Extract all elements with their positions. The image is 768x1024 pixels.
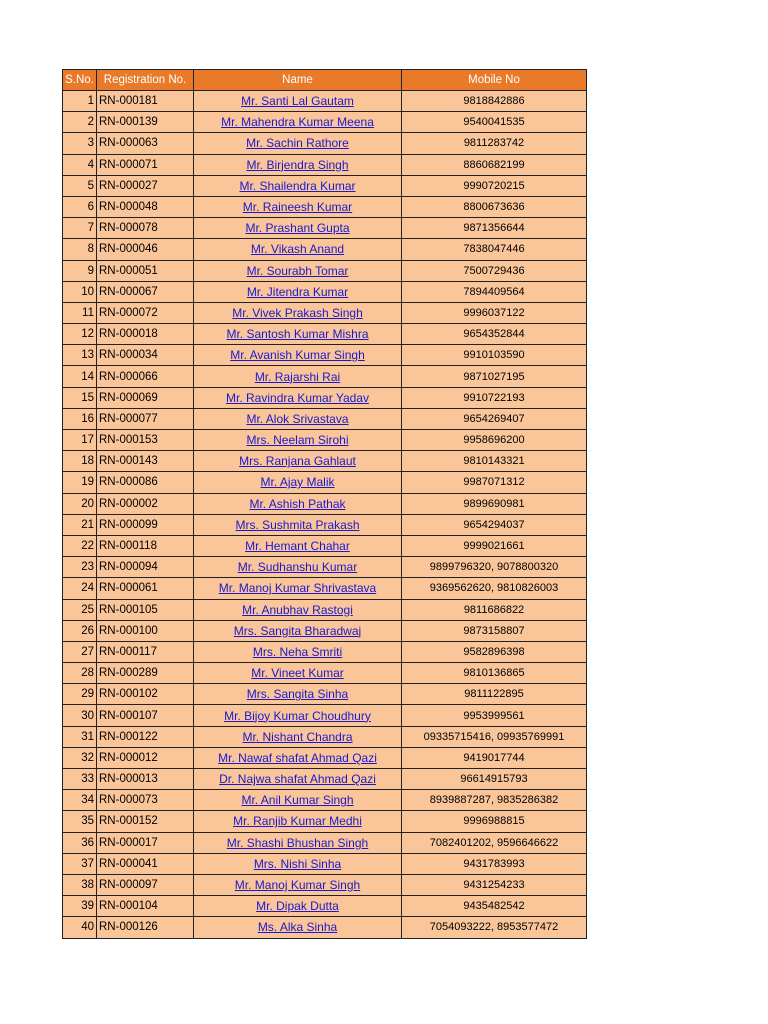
registration-number-cell: RN-000018 [97,324,194,345]
name-cell [194,832,402,853]
name-link[interactable]: Mr. Vivek Prakash Singh [232,305,363,320]
name-link[interactable]: Mr. Vineet Kumar [251,666,344,681]
name-link[interactable]: Mr. Manoj Kumar Singh [234,878,361,893]
registration-number-cell: RN-000013 [97,769,194,790]
mobile-number-cell: 8800673636 [402,196,587,217]
mobile-number-cell: 9369562620, 9810826003 [402,578,587,599]
name-cell [194,705,402,726]
name-link[interactable]: Mr. Rajarshi Rai [254,369,341,384]
serial-number-cell: 29 [63,684,97,705]
mobile-number-cell: 9958696200 [402,430,587,451]
mobile-number-cell: 96614915793 [402,769,587,790]
serial-number-cell: 34 [63,790,97,811]
mobile-number-cell: 7838047446 [402,239,587,260]
name-cell [194,790,402,811]
serial-number-cell: 17 [63,430,97,451]
name-link[interactable]: Mr. Anil Kumar Singh [241,793,354,808]
name-cell [194,260,402,281]
name-link[interactable]: Mr. Anubhav Rastogi [242,602,353,617]
serial-number-cell: 7 [63,218,97,239]
table-row [63,91,587,112]
serial-number-cell: 6 [63,196,97,217]
mobile-number-cell: 9910722193 [402,387,587,408]
serial-number-cell: 12 [63,324,97,345]
serial-number-cell: 37 [63,853,97,874]
name-link[interactable]: Mr. Shashi Bhushan Singh [226,835,369,850]
table-row [63,430,587,451]
mobile-number-cell: 9582896398 [402,641,587,662]
serial-number-cell: 38 [63,874,97,895]
name-cell [194,578,402,599]
mobile-number-cell: 9654294037 [402,514,587,535]
serial-number-cell: 3 [63,133,97,154]
mobile-number-cell: 7500729436 [402,260,587,281]
serial-number-cell: 35 [63,811,97,832]
registration-number-cell: RN-000078 [97,218,194,239]
table-row [63,133,587,154]
table-row [63,853,587,874]
table-row [63,578,587,599]
table-row [63,832,587,853]
name-cell [194,387,402,408]
name-link[interactable]: Mr. Santi Lal Gautam [241,94,354,109]
registration-number-cell: RN-000061 [97,578,194,599]
registration-number-cell: RN-000181 [97,91,194,112]
table-body [63,91,587,939]
table-row [63,705,587,726]
registration-number-cell: RN-000066 [97,366,194,387]
name-cell [194,112,402,133]
table-row [63,641,587,662]
name-cell [194,451,402,472]
name-link[interactable]: Mr. Raineesh Kumar [242,200,353,215]
table-row [63,239,587,260]
table-row [63,260,587,281]
registration-number-cell: RN-000099 [97,514,194,535]
name-link[interactable]: Ms. Alka Sinha [257,920,338,935]
name-cell [194,366,402,387]
mobile-number-cell: 9435482542 [402,896,587,917]
table-row [63,408,587,429]
name-cell [194,769,402,790]
name-link[interactable]: Mr. Ranjib Kumar Medhi [233,814,362,829]
serial-number-cell: 23 [63,557,97,578]
registrations-table [62,69,587,939]
serial-number-cell: 20 [63,493,97,514]
table-row [63,281,587,302]
name-cell [194,535,402,556]
registration-number-cell: RN-000117 [97,641,194,662]
table-row [63,896,587,917]
name-cell [194,853,402,874]
name-link[interactable]: Mr. Prashant Gupta [245,221,350,236]
name-cell [194,302,402,323]
name-cell [194,896,402,917]
name-cell [194,514,402,535]
serial-number-cell: 31 [63,726,97,747]
serial-number-cell: 33 [63,769,97,790]
table-row [63,663,587,684]
mobile-number-cell: 9910103590 [402,345,587,366]
registration-number-cell: RN-000041 [97,853,194,874]
name-link[interactable]: Mr. Santosh Kumar Mishra [226,327,369,342]
registration-number-cell: RN-000100 [97,620,194,641]
name-link[interactable]: Mr. Manoj Kumar Shrivastava [218,581,377,596]
serial-number-cell: 36 [63,832,97,853]
registration-number-cell: RN-000107 [97,705,194,726]
mobile-number-cell: 9431783993 [402,853,587,874]
name-link[interactable]: Mrs. Sangita Bharadwaj [233,623,362,638]
name-link[interactable]: Mr. Shailendra Kumar [239,178,356,193]
table-row [63,557,587,578]
serial-number-cell: 9 [63,260,97,281]
mobile-number-cell: 9810143321 [402,451,587,472]
name-link[interactable]: Mrs. Ranjana Gahlaut [239,454,356,469]
table-row [63,451,587,472]
serial-number-cell: 26 [63,620,97,641]
registration-number-cell: RN-000102 [97,684,194,705]
registration-number-cell: RN-000118 [97,535,194,556]
name-cell [194,324,402,345]
registration-number-cell: RN-000153 [97,430,194,451]
header-name: Name [194,70,402,91]
serial-number-cell: 16 [63,408,97,429]
name-cell [194,154,402,175]
registration-number-cell: RN-000034 [97,345,194,366]
mobile-number-cell: 9987071312 [402,472,587,493]
name-link[interactable]: Mr. Dipak Dutta [256,899,339,914]
registration-number-cell: RN-000289 [97,663,194,684]
serial-number-cell: 4 [63,154,97,175]
mobile-number-cell: 9899690981 [402,493,587,514]
mobile-number-cell: 8939887287, 9835286382 [402,790,587,811]
name-link[interactable]: Mrs. Neha Smriti [252,644,343,659]
name-link[interactable]: Mr. Sourabh Tomar [246,263,349,278]
mobile-number-cell: 9431254233 [402,874,587,895]
table-row [63,387,587,408]
name-link[interactable]: Mrs. Sangita Sinha [246,687,349,702]
table-row [63,154,587,175]
table-row [63,535,587,556]
serial-number-cell: 25 [63,599,97,620]
name-link[interactable]: Mrs. Nishi Sinha [253,856,342,871]
table-row [63,790,587,811]
mobile-number-cell: 9811686822 [402,599,587,620]
table-row [63,811,587,832]
registration-number-cell: RN-000069 [97,387,194,408]
table-row [63,684,587,705]
mobile-number-cell: 9871356644 [402,218,587,239]
registration-number-cell: RN-000071 [97,154,194,175]
name-cell [194,620,402,641]
serial-number-cell: 10 [63,281,97,302]
serial-number-cell: 21 [63,514,97,535]
serial-number-cell: 24 [63,578,97,599]
mobile-number-cell: 7082401202, 9596646622 [402,832,587,853]
table-row [63,726,587,747]
name-link[interactable]: Mr. Ajay Malik [260,475,335,490]
name-cell [194,472,402,493]
table-row [63,472,587,493]
serial-number-cell: 40 [63,917,97,938]
name-link[interactable]: Mr. Sachin Rathore [246,136,349,151]
mobile-number-cell: 7894409564 [402,281,587,302]
table-row [63,769,587,790]
mobile-number-cell: 9818842886 [402,91,587,112]
name-link[interactable]: Mr. Ravindra Kumar Yadav [226,390,369,405]
name-link[interactable]: Mr. Vikash Anand [250,242,345,257]
header-mobile-no: Mobile No [402,70,587,91]
mobile-number-cell: 8860682199 [402,154,587,175]
serial-number-cell: 22 [63,535,97,556]
registration-number-cell: RN-000143 [97,451,194,472]
registration-number-cell: RN-000063 [97,133,194,154]
mobile-number-cell: 9810136865 [402,663,587,684]
serial-number-cell: 2 [63,112,97,133]
serial-number-cell: 11 [63,302,97,323]
mobile-number-cell: 9871027195 [402,366,587,387]
name-link[interactable]: Mr. Hemant Chahar [245,539,350,554]
name-cell [194,747,402,768]
header-sno: S.No. [63,70,97,91]
name-link[interactable]: Mr. Nawaf shafat Ahmad Qazi [218,750,377,765]
mobile-number-cell: 9540041535 [402,112,587,133]
serial-number-cell: 8 [63,239,97,260]
serial-number-cell: 39 [63,896,97,917]
table-row [63,620,587,641]
registration-number-cell: RN-000073 [97,790,194,811]
registration-number-cell: RN-000017 [97,832,194,853]
name-cell [194,684,402,705]
registration-number-cell: RN-000051 [97,260,194,281]
serial-number-cell: 5 [63,175,97,196]
name-cell [194,599,402,620]
table-row [63,493,587,514]
table-row [63,324,587,345]
registration-number-cell: RN-000104 [97,896,194,917]
registration-number-cell: RN-000077 [97,408,194,429]
mobile-number-cell: 9996037122 [402,302,587,323]
name-cell [194,281,402,302]
registration-number-cell: RN-000027 [97,175,194,196]
name-cell [194,239,402,260]
serial-number-cell: 30 [63,705,97,726]
table-row [63,302,587,323]
mobile-number-cell: 09335715416, 09935769991 [402,726,587,747]
registration-number-cell: RN-000122 [97,726,194,747]
name-link[interactable]: Mr. Mahendra Kumar Meena [221,115,374,130]
registration-number-cell: RN-000012 [97,747,194,768]
registration-number-cell: RN-000086 [97,472,194,493]
header-row [63,70,587,91]
name-link[interactable]: Mr. Alok Srivastava [246,411,349,426]
name-cell [194,493,402,514]
name-cell [194,874,402,895]
mobile-number-cell: 9990720215 [402,175,587,196]
name-cell [194,345,402,366]
name-link[interactable]: Mr. Sudhanshu Kumar [237,560,358,575]
registration-number-cell: RN-000072 [97,302,194,323]
registration-number-cell: RN-000046 [97,239,194,260]
name-link[interactable]: Mrs. Sushmita Prakash [235,517,360,532]
table-row [63,112,587,133]
table-row [63,874,587,895]
serial-number-cell: 27 [63,641,97,662]
mobile-number-cell: 9999021661 [402,535,587,556]
name-cell [194,557,402,578]
registration-number-cell: RN-000067 [97,281,194,302]
name-link[interactable]: Mrs. Neelam Sirohi [246,433,349,448]
name-link[interactable]: Dr. Najwa shafat Ahmad Qazi [219,772,376,787]
name-cell [194,726,402,747]
table-row [63,366,587,387]
table-row [63,196,587,217]
table-row [63,218,587,239]
name-link[interactable]: Mr. Avanish Kumar Singh [230,348,365,363]
mobile-number-cell: 9899796320, 9078800320 [402,557,587,578]
serial-number-cell: 15 [63,387,97,408]
name-cell [194,408,402,429]
mobile-number-cell: 9654352844 [402,324,587,345]
mobile-number-cell: 9811122895 [402,684,587,705]
name-cell [194,663,402,684]
table-row [63,175,587,196]
table-row [63,747,587,768]
name-cell [194,175,402,196]
registration-number-cell: RN-000097 [97,874,194,895]
registration-number-cell: RN-000152 [97,811,194,832]
name-cell [194,218,402,239]
serial-number-cell: 18 [63,451,97,472]
mobile-number-cell: 9873158807 [402,620,587,641]
name-link[interactable]: Mr. Ashish Pathak [249,496,346,511]
name-cell [194,196,402,217]
registration-number-cell: RN-000139 [97,112,194,133]
serial-number-cell: 13 [63,345,97,366]
table-row [63,514,587,535]
name-link[interactable]: Mr. Jitendra Kumar [246,284,349,299]
name-cell [194,133,402,154]
name-link[interactable]: Mr. Bijoy Kumar Choudhury [224,708,371,723]
mobile-number-cell: 9811283742 [402,133,587,154]
mobile-number-cell: 9419017744 [402,747,587,768]
name-cell [194,91,402,112]
name-link[interactable]: Mr. Nishant Chandra [242,729,353,744]
registration-number-cell: RN-000094 [97,557,194,578]
table-row [63,345,587,366]
serial-number-cell: 19 [63,472,97,493]
serial-number-cell: 28 [63,663,97,684]
table-row [63,917,587,938]
registration-number-cell: RN-000002 [97,493,194,514]
serial-number-cell: 1 [63,91,97,112]
serial-number-cell: 32 [63,747,97,768]
name-cell [194,641,402,662]
name-cell [194,917,402,938]
serial-number-cell: 14 [63,366,97,387]
mobile-number-cell: 7054093222, 8953577472 [402,917,587,938]
registration-number-cell: RN-000105 [97,599,194,620]
registration-number-cell: RN-000048 [97,196,194,217]
header-registration-no: Registration No. [97,70,194,91]
mobile-number-cell: 9654269407 [402,408,587,429]
name-link[interactable]: Mr. Birjendra Singh [246,157,349,172]
mobile-number-cell: 9996988815 [402,811,587,832]
name-cell [194,430,402,451]
table-row [63,599,587,620]
registration-number-cell: RN-000126 [97,917,194,938]
mobile-number-cell: 9953999561 [402,705,587,726]
name-cell [194,811,402,832]
